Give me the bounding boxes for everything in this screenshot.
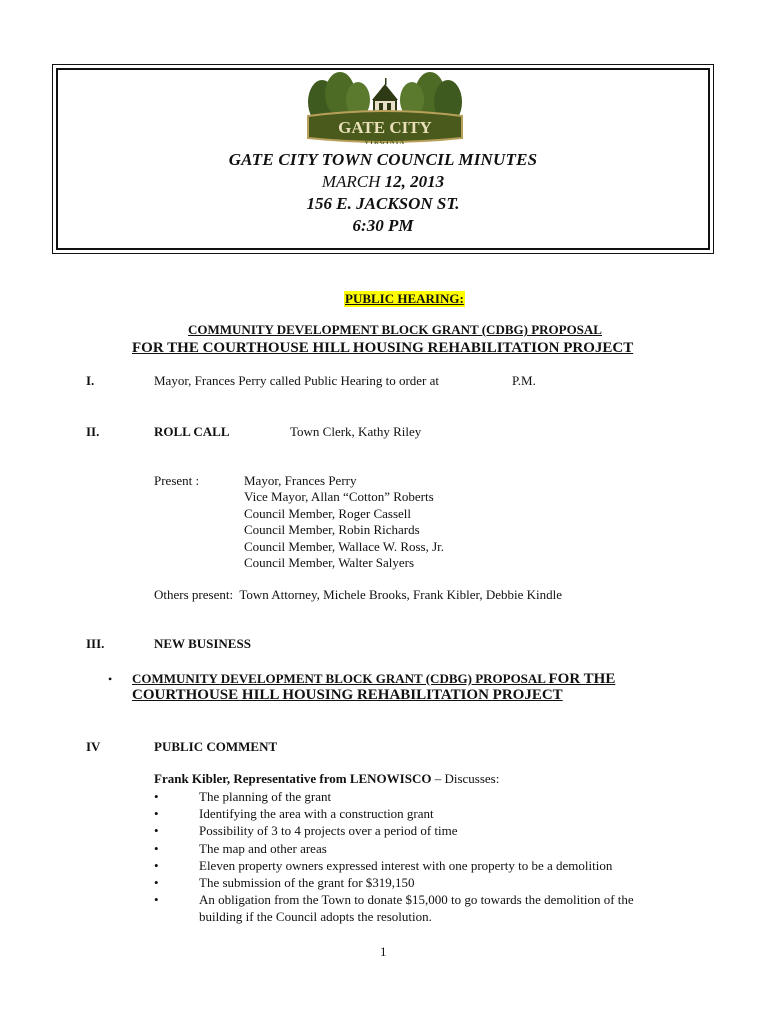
- speaker-suffix: – Discusses:: [431, 771, 500, 786]
- new-business-item-line1-large: FOR THE: [548, 671, 616, 687]
- section-1-time: P.M.: [512, 373, 536, 388]
- logo-main-text: GATE CITY: [338, 118, 432, 137]
- section-1-number: I.: [86, 373, 95, 388]
- present-member: Council Member, Walter Salyers: [244, 555, 415, 571]
- section-1-text: Mayor, Frances Perry called Public Hearing to order at: [154, 373, 440, 388]
- meeting-date: [52, 172, 714, 192]
- list-item-text: The planning of the grant: [199, 789, 332, 804]
- present-members-list: [244, 473, 444, 571]
- speaker-line: [154, 771, 499, 787]
- public-hearing-label: PUBLIC HEARING:: [345, 291, 464, 306]
- section-4-number: IV: [86, 739, 101, 754]
- list-item-text: The map and other areas: [199, 840, 327, 856]
- section-4-title: PUBLIC COMMENT: [154, 739, 278, 754]
- present-member: Council Member, Robin Richards: [244, 522, 420, 538]
- present-member: Mayor, Frances Perry: [244, 473, 357, 488]
- others-present: Others present: Town Attorney, Michele Brooks, Frank Kibler, Debbie Kindle: [154, 587, 562, 602]
- minutes-title: GATE CITY TOWN COUNCIL MINUTES: [228, 150, 538, 169]
- meeting-time: 6:30 PM: [352, 216, 414, 235]
- list-item-text: The submission of the grant for $319,150: [199, 874, 415, 890]
- present-member: Council Member, Wallace W. Ross, Jr.: [244, 538, 445, 554]
- bullet-icon: •: [154, 874, 159, 890]
- bullet-icon: •: [154, 857, 159, 873]
- new-business-item-line1-small: COMMUNITY DEVELOPMENT BLOCK GRANT (CDBG) PROPOSAL: [132, 671, 549, 686]
- bullet-icon: •: [154, 806, 159, 822]
- logo-sub-text: VIRGINIA: [364, 140, 406, 146]
- hearing-subtitle-line1: COMMUNITY DEVELOPMENT BLOCK GRANT (CDBG) PROPOSAL: [188, 322, 602, 337]
- list-item-text: Identifying the area with a construction grant: [199, 806, 434, 822]
- section-2-title: ROLL CALL: [154, 424, 230, 439]
- present-member: Vice Mayor, Allan “Cotton” Roberts: [244, 489, 434, 505]
- new-business-item-line1: [132, 670, 615, 688]
- gate-city-logo: [302, 72, 468, 152]
- list-item-text: building if the Council adopts the resolution.: [199, 909, 432, 925]
- meeting-date-month: MARCH: [321, 172, 385, 191]
- new-business-item-line2: COURTHOUSE HILL HOUSING REHABILITATION PROJECT: [132, 687, 563, 703]
- hearing-subtitle-line2: FOR THE COURTHOUSE HILL HOUSING REHABILITATION PROJECT: [132, 340, 634, 356]
- town-clerk: Town Clerk, Kathy Riley: [290, 424, 422, 439]
- speaker-name: Frank Kibler, Representative from LENOWISCO: [154, 771, 432, 786]
- list-item-text: An obligation from the Town to donate $15,000 to go towards the demolition of the: [199, 892, 634, 908]
- bullet-icon: •: [154, 823, 159, 839]
- present-member: Council Member, Roger Cassell: [244, 505, 412, 521]
- bullet-icon: •: [154, 892, 159, 908]
- section-2-number: II.: [86, 424, 100, 439]
- section-3-number: III.: [86, 636, 105, 651]
- section-3-title: NEW BUSINESS: [154, 636, 251, 651]
- list-item-text: Eleven property owners expressed interest with one property to be a demolition: [199, 857, 613, 873]
- new-business-bullet: •: [108, 672, 113, 686]
- present-label: Present :: [154, 473, 200, 488]
- bullet-icon: •: [154, 840, 159, 856]
- list-item-text: Possibility of 3 to 4 projects over a period of time: [199, 823, 458, 839]
- meeting-address: 156 E. JACKSON ST.: [306, 194, 460, 213]
- meeting-date-day: 12, 2013: [384, 172, 445, 191]
- bullet-icon: •: [154, 789, 159, 804]
- page-number: 1: [380, 944, 387, 959]
